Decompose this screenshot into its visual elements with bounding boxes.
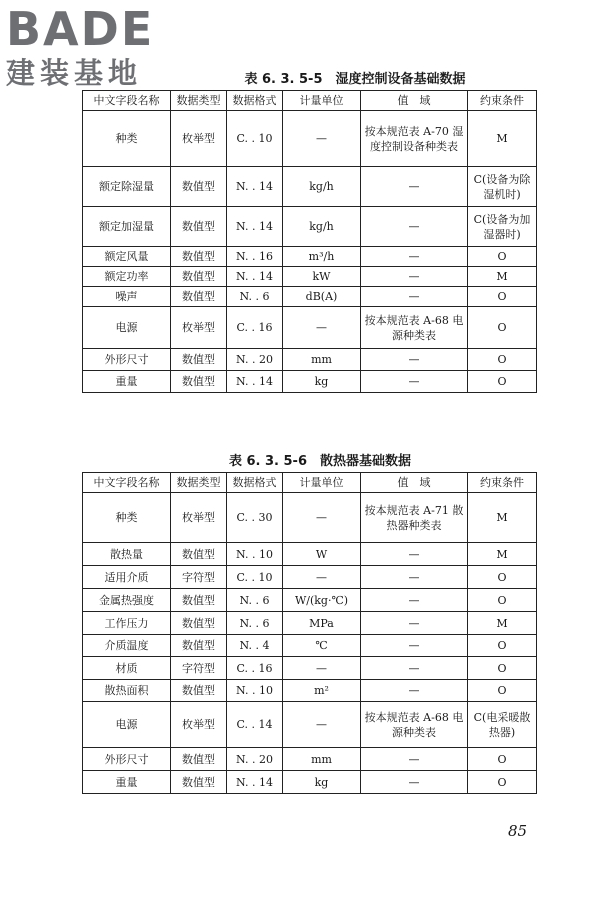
logo-text-latin: BADE	[6, 2, 155, 56]
table-cell: 字符型	[171, 657, 227, 680]
table-cell: —	[361, 612, 468, 635]
table-cell: 重量	[83, 371, 171, 393]
table-cell: —	[361, 680, 468, 702]
table-cell: 金属热强度	[83, 589, 171, 612]
table-cell: kg/h	[283, 167, 361, 207]
table-cell: C(设备为加湿器时)	[468, 207, 537, 247]
table-row	[83, 349, 537, 371]
table-cell: O	[468, 371, 537, 393]
table-cell: N. . 14	[227, 371, 283, 393]
table-row	[83, 247, 537, 267]
table-cell: —	[283, 307, 361, 349]
table-cell: 按本规范表 A-68 电源种类表	[361, 702, 468, 748]
table-cell: 重量	[83, 771, 171, 794]
table-cell: 数值型	[171, 680, 227, 702]
table-cell: C. . 10	[227, 566, 283, 589]
table-cell: m²	[283, 680, 361, 702]
table-cell: —	[361, 771, 468, 794]
table-cell: 枚举型	[171, 493, 227, 543]
table-cell: W/(kg·℃)	[283, 589, 361, 612]
table-cell: —	[361, 167, 468, 207]
table-cell: N. . 16	[227, 247, 283, 267]
table-cell: —	[283, 493, 361, 543]
table2-header-row	[83, 473, 537, 493]
header-cell: 约束条件	[468, 473, 537, 493]
header-cell: 数据类型	[171, 473, 227, 493]
table-cell: 枚举型	[171, 702, 227, 748]
humidity-equipment-table	[82, 90, 537, 393]
table-cell: kg	[283, 771, 361, 794]
table-cell: N. . 6	[227, 589, 283, 612]
table-row	[83, 702, 537, 748]
table-cell: O	[468, 287, 537, 307]
header-cell: 数据格式	[227, 473, 283, 493]
table-cell: 数值型	[171, 635, 227, 657]
table-cell: M	[468, 543, 537, 566]
table-row	[83, 111, 537, 167]
table-cell: dB(A)	[283, 287, 361, 307]
table-cell: 材质	[83, 657, 171, 680]
table-cell: —	[361, 371, 468, 393]
table-cell: mm	[283, 748, 361, 771]
table-cell: —	[283, 657, 361, 680]
table-cell: 数值型	[171, 287, 227, 307]
table-cell: 额定功率	[83, 267, 171, 287]
table-cell: 数值型	[171, 371, 227, 393]
table-cell: O	[468, 307, 537, 349]
table-cell: 电源	[83, 702, 171, 748]
table1-header-row	[83, 91, 537, 111]
table-cell: —	[361, 589, 468, 612]
header-cell: 数据格式	[227, 91, 283, 111]
table-row	[83, 612, 537, 635]
table-cell: 数值型	[171, 543, 227, 566]
table-cell: C. . 16	[227, 307, 283, 349]
table-cell: 枚举型	[171, 111, 227, 167]
table-row	[83, 543, 537, 566]
table-cell: N. . 4	[227, 635, 283, 657]
table-cell: 外形尺寸	[83, 748, 171, 771]
table-cell: O	[468, 566, 537, 589]
table-cell: —	[361, 267, 468, 287]
table-cell: 数值型	[171, 267, 227, 287]
table-cell: O	[468, 748, 537, 771]
table-cell: 数值型	[171, 207, 227, 247]
table-cell: 按本规范表 A-70 湿度控制设备种类表	[361, 111, 468, 167]
table-cell: —	[361, 207, 468, 247]
table2-header	[83, 473, 537, 493]
table-cell: 额定风量	[83, 247, 171, 267]
table-cell: C. . 30	[227, 493, 283, 543]
header-cell: 值 域	[361, 91, 468, 111]
table-cell: 种类	[83, 111, 171, 167]
table-cell: N. . 20	[227, 349, 283, 371]
table-cell: O	[468, 680, 537, 702]
table-cell: mm	[283, 349, 361, 371]
table-cell: N. . 20	[227, 748, 283, 771]
table-row	[83, 167, 537, 207]
table-cell: kW	[283, 267, 361, 287]
table-cell: C(设备为除湿机时)	[468, 167, 537, 207]
table-row	[83, 493, 537, 543]
header-cell: 中文字段名称	[83, 473, 171, 493]
table-row	[83, 680, 537, 702]
table-cell: N. . 14	[227, 207, 283, 247]
table-cell: 适用介质	[83, 566, 171, 589]
table-cell: 散热面积	[83, 680, 171, 702]
table-row	[83, 371, 537, 393]
table-row	[83, 287, 537, 307]
table-row	[83, 657, 537, 680]
table-cell: ℃	[283, 635, 361, 657]
table-cell: 数值型	[171, 589, 227, 612]
table-cell: M	[468, 111, 537, 167]
table-cell: —	[361, 247, 468, 267]
table-cell: 数值型	[171, 771, 227, 794]
table-cell: W	[283, 543, 361, 566]
table-cell: O	[468, 247, 537, 267]
table-row	[83, 267, 537, 287]
header-cell: 中文字段名称	[83, 91, 171, 111]
table-cell: M	[468, 267, 537, 287]
header-cell: 计量单位	[283, 91, 361, 111]
table-cell: 电源	[83, 307, 171, 349]
table-cell: 工作压力	[83, 612, 171, 635]
table-cell: 额定加湿量	[83, 207, 171, 247]
table-cell: 数值型	[171, 247, 227, 267]
table-cell: 外形尺寸	[83, 349, 171, 371]
table-cell: 噪声	[83, 287, 171, 307]
table-cell: M	[468, 612, 537, 635]
page-number: 85	[508, 822, 528, 840]
table-row	[83, 207, 537, 247]
header-cell: 计量单位	[283, 473, 361, 493]
table-cell: N. . 14	[227, 771, 283, 794]
table-cell: N. . 10	[227, 543, 283, 566]
table-cell: 按本规范表 A-71 散热器种类表	[361, 493, 468, 543]
header-cell: 数据类型	[171, 91, 227, 111]
table-cell: kg/h	[283, 207, 361, 247]
table-cell: O	[468, 657, 537, 680]
table-cell: N. . 6	[227, 287, 283, 307]
table-cell: 数值型	[171, 349, 227, 371]
table-cell: —	[361, 287, 468, 307]
table-cell: 介质温度	[83, 635, 171, 657]
table-cell: —	[361, 748, 468, 771]
table-cell: O	[468, 771, 537, 794]
table-cell: 种类	[83, 493, 171, 543]
table-cell: m³/h	[283, 247, 361, 267]
table-cell: 枚举型	[171, 307, 227, 349]
table-row	[83, 635, 537, 657]
table-cell: —	[361, 543, 468, 566]
table-row	[83, 771, 537, 794]
table-cell: MPa	[283, 612, 361, 635]
table-cell: N. . 14	[227, 167, 283, 207]
table-cell: M	[468, 493, 537, 543]
table-cell: —	[283, 111, 361, 167]
header-cell: 值 域	[361, 473, 468, 493]
table-cell: O	[468, 349, 537, 371]
table1-body	[83, 111, 537, 393]
table-cell: O	[468, 589, 537, 612]
table-cell: C. . 16	[227, 657, 283, 680]
logo-text-cjk: 建装基地	[6, 56, 143, 90]
table-cell: 数值型	[171, 167, 227, 207]
table-row	[83, 566, 537, 589]
radiator-table	[82, 472, 537, 794]
table-cell: kg	[283, 371, 361, 393]
table-cell: O	[468, 635, 537, 657]
table-cell: C(电采暖散热器)	[468, 702, 537, 748]
table-cell: —	[361, 566, 468, 589]
table-cell: 额定除湿量	[83, 167, 171, 207]
table-cell: —	[361, 635, 468, 657]
table-cell: C. . 10	[227, 111, 283, 167]
table-cell: 数值型	[171, 748, 227, 771]
table-row	[83, 748, 537, 771]
table-cell: 数值型	[171, 612, 227, 635]
table-cell: —	[283, 566, 361, 589]
table-row	[83, 589, 537, 612]
table-cell: C. . 14	[227, 702, 283, 748]
table-cell: 按本规范表 A-68 电源种类表	[361, 307, 468, 349]
table-cell: N. . 6	[227, 612, 283, 635]
table-cell: —	[361, 657, 468, 680]
table-cell: —	[283, 702, 361, 748]
table-cell: —	[361, 349, 468, 371]
table-cell: 字符型	[171, 566, 227, 589]
table-cell: N. . 10	[227, 680, 283, 702]
table-cell: N. . 14	[227, 267, 283, 287]
table1-caption: 表 6. 3. 5-5 湿度控制设备基础数据	[244, 72, 466, 87]
table2-body	[83, 493, 537, 794]
table-cell: 散热量	[83, 543, 171, 566]
table1-header	[83, 91, 537, 111]
table-row	[83, 307, 537, 349]
header-cell: 约束条件	[468, 91, 537, 111]
table2-caption: 表 6. 3. 5-6 散热器基础数据	[228, 454, 412, 469]
